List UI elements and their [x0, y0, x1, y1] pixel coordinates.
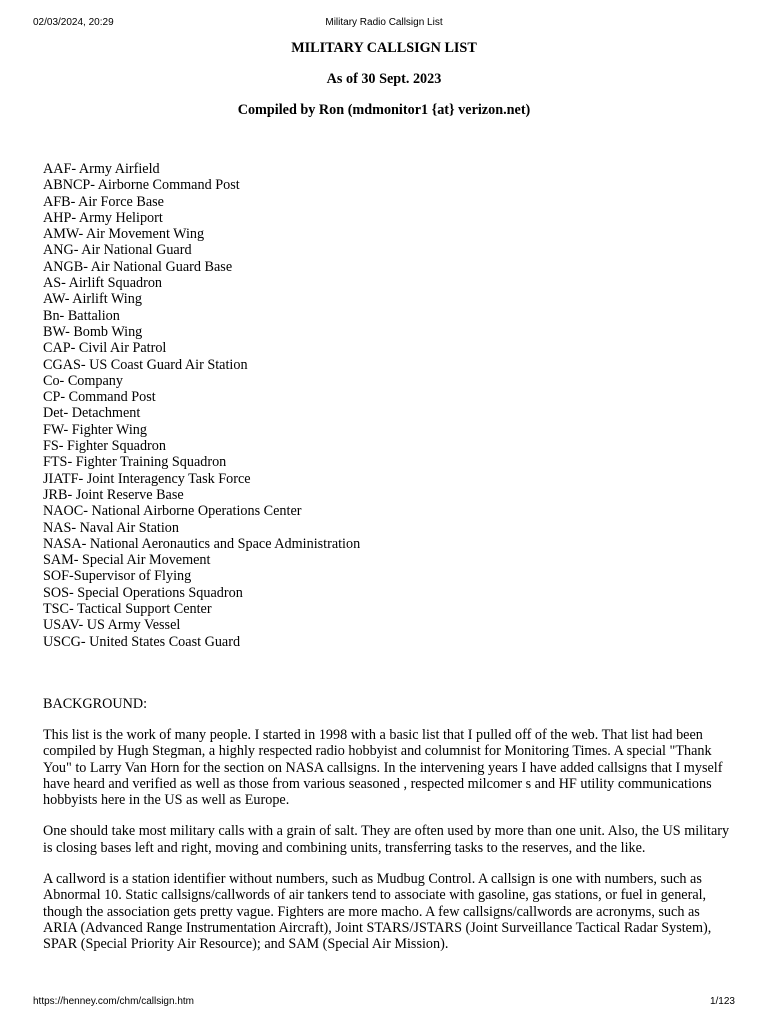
abbreviation-item: TSC- Tactical Support Center [43, 601, 212, 618]
print-url: https://henney.com/chm/callsign.htm [33, 996, 194, 1007]
abbreviation-item: JIATF- Joint Interagency Task Force [43, 470, 251, 487]
abbreviation-item: Bn- Battalion [43, 307, 120, 324]
abbreviation-item: ANG- Air National Guard [43, 242, 192, 259]
background-paragraph: One should take most military calls with a grain of salt. They are often used by more than one unit. Also, the US military is closing bases left and right, moving and combining units, transferring tasks to the reserves, and the like. [43, 823, 730, 856]
print-header [33, 16, 735, 30]
abbreviation-item: AMW- Air Movement Wing [43, 226, 205, 243]
abbreviation-item: NAOC- National Airborne Operations Center [43, 503, 302, 520]
abbreviation-item: Co- Company [43, 372, 123, 389]
abbreviation-item: NAS- Naval Air Station [43, 519, 179, 536]
abbreviation-item: SAM- Special Air Movement [43, 552, 211, 569]
print-datetime: 02/03/2024, 20:29 [33, 17, 114, 28]
abbreviation-item: AAF- Army Airfield [43, 161, 160, 177]
abbreviation-item: Det- Detachment [43, 405, 141, 422]
abbreviation-item: FS- Fighter Squadron [43, 438, 166, 455]
print-footer [33, 995, 735, 1009]
abbreviation-item: ABNCP- Airborne Command Post [43, 177, 240, 194]
abbreviation-item: USCG- United States Coast Guard [43, 633, 241, 650]
abbreviation-item: SOS- Special Operations Squadron [43, 584, 243, 601]
abbreviation-item: JRB- Joint Reserve Base [43, 486, 184, 503]
abbreviation-item: AHP- Army Heliport [43, 209, 163, 226]
abbreviation-list [43, 161, 733, 650]
abbreviation-item: CP- Command Post [43, 389, 156, 406]
document-date: As of 30 Sept. 2023 [326, 71, 442, 87]
page-number: 1/123 [709, 996, 735, 1007]
document-title: MILITARY CALLSIGN LIST [291, 40, 477, 56]
abbreviation-item: FW- Fighter Wing [43, 421, 147, 438]
background-heading: BACKGROUND: [43, 695, 148, 712]
background-paragraph: A callword is a station identifier without numbers, such as Mudbug Control. A callsign is one with numbers, such as Abnormal 10. Static callsigns/callwords of air tankers tend to associate with gasoline, gas stations, or fuel in general, though the association gets pretty vague. Fighters are more macho. A few callsigns/callwords are acronyms, such as ARIA (Advanced Range Instrumentation Aircraft), Joint STARS/JSTARS (Joint Surveillance Tactical Radar System), SPAR (Special Priority Air Resource); and SAM (Special Air Mission). [43, 870, 712, 953]
abbreviation-item: AW- Airlift Wing [43, 291, 142, 308]
abbreviation-item: BW- Bomb Wing [43, 323, 143, 340]
abbreviation-item: NASA- National Aeronautics and Space Administration [43, 535, 361, 552]
print-page-title: Military Radio Callsign List [325, 17, 443, 28]
abbreviation-item: AS- Airlift Squadron [43, 275, 163, 292]
background-paragraph: This list is the work of many people. I started in 1998 with a basic list that I pulled off of the web. That list had been compiled by Hugh Stegman, a highly respected radio hobbyist and columnist for Monitoring Times. A special "Thank You" to Larry Van Horn for the section on NASA callsigns. In the intervening years I have added callsigns that I myself have heard and verified as well as those from various seasoned , respected milcomer s and HF utility communications hobbyists here in the US as well as Europe. [43, 726, 723, 809]
abbreviation-item: FTS- Fighter Training Squadron [43, 454, 227, 471]
abbreviation-item: CGAS- US Coast Guard Air Station [43, 356, 248, 373]
document-body [43, 39, 733, 952]
abbreviation-item: SOF-Supervisor of Flying [43, 568, 192, 585]
abbreviation-item: ANGB- Air National Guard Base [43, 258, 233, 275]
document-author: Compiled by Ron (mdmonitor1 {at} verizon.net) [237, 102, 531, 118]
abbreviation-item: CAP- Civil Air Patrol [43, 340, 167, 357]
abbreviation-item: USAV- US Army Vessel [43, 617, 181, 634]
abbreviation-item: AFB- Air Force Base [43, 193, 164, 210]
